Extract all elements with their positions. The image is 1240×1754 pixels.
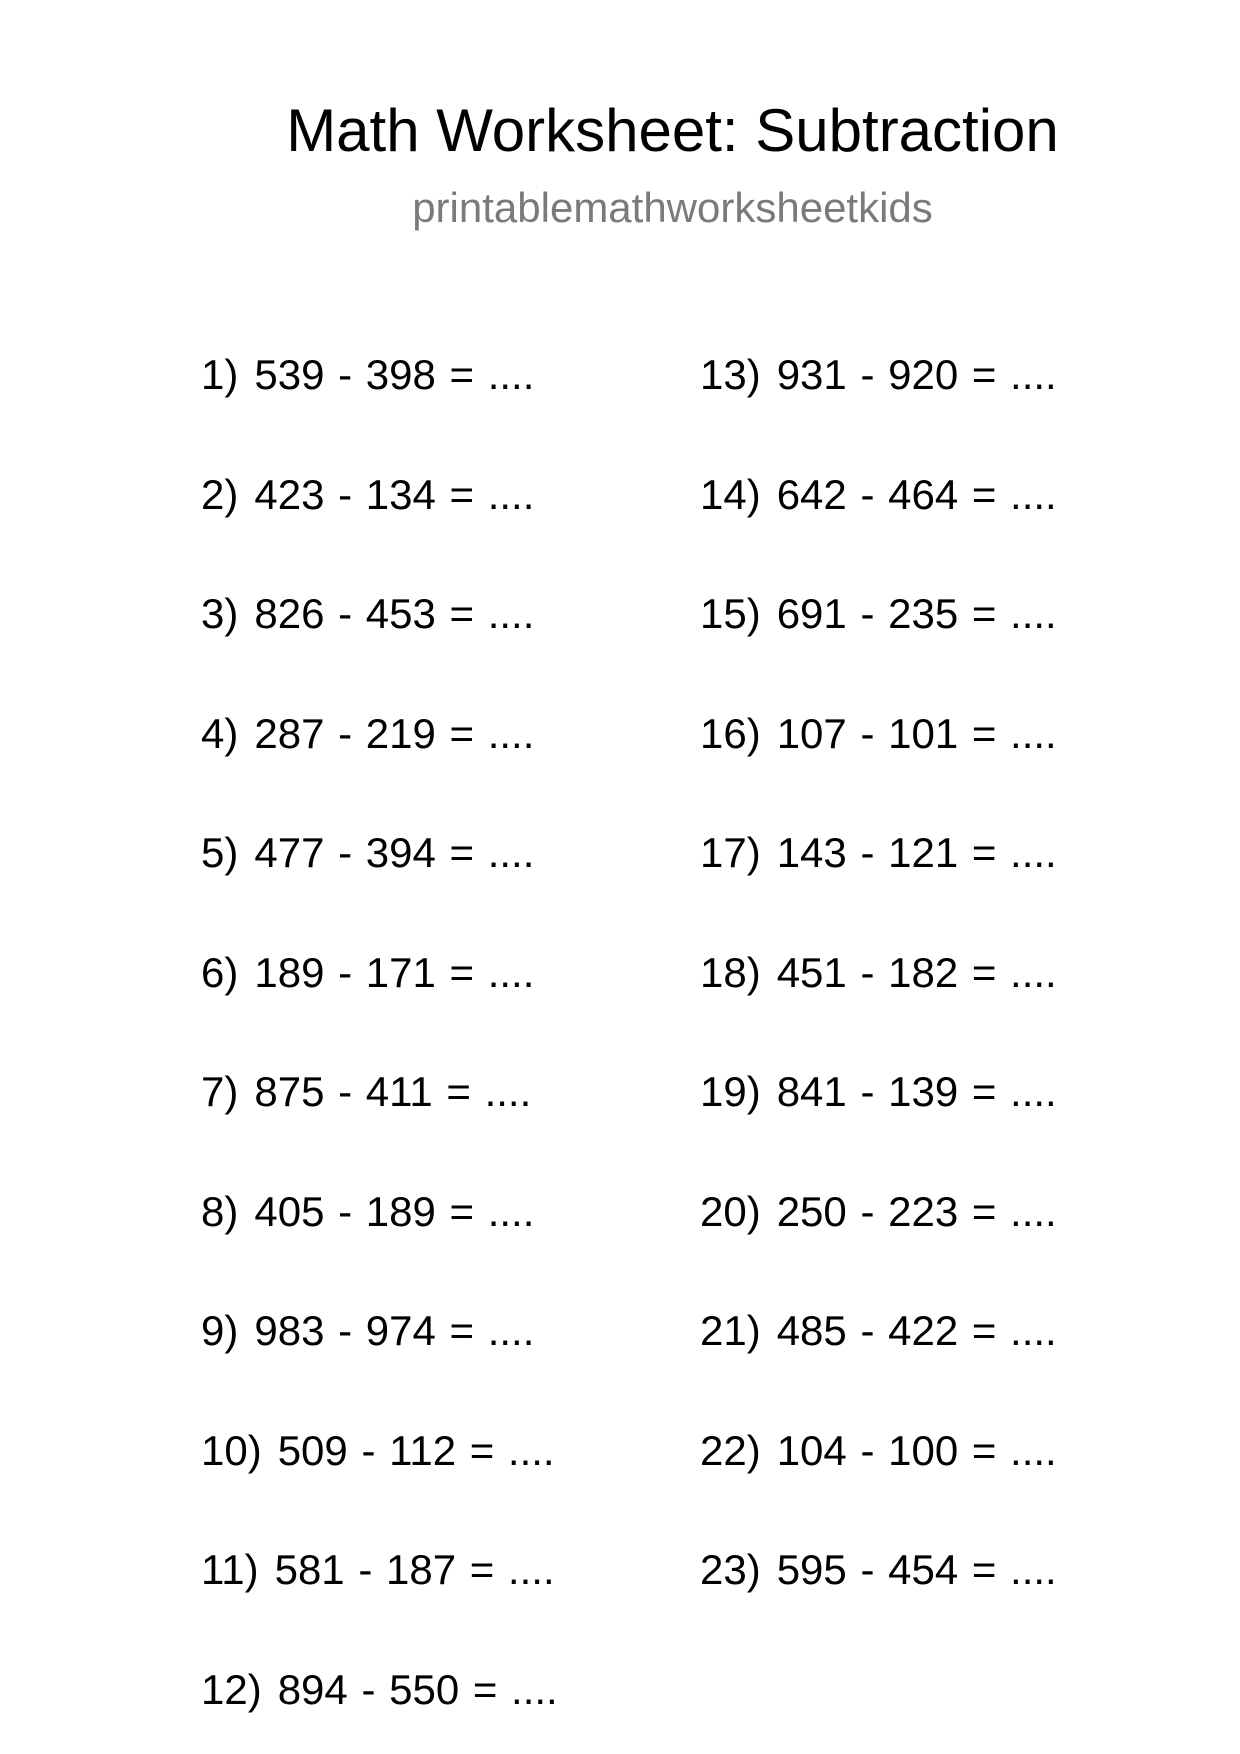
problem-expression: 931 - 920 = .... (776, 351, 1057, 398)
problem-expression: 485 - 422 = .... (776, 1307, 1057, 1354)
problem-item (201, 828, 534, 878)
problem-expression: 581 - 187 = .... (274, 1546, 555, 1593)
problem-expression: 595 - 454 = .... (776, 1546, 1057, 1593)
page-title: Math Worksheet: Subtraction (286, 97, 1059, 164)
problem-item (201, 589, 534, 639)
problem-number: 4) (201, 709, 239, 757)
problem-item (700, 1545, 1057, 1595)
problem-number: 20) (700, 1187, 761, 1235)
page-subtitle: printablemathworksheetkids (412, 184, 933, 231)
problem-item (700, 1306, 1057, 1356)
problem-number: 6) (201, 948, 239, 996)
problem-item (201, 948, 534, 998)
problem-expression: 894 - 550 = .... (277, 1665, 558, 1713)
problem-number: 14) (700, 470, 761, 518)
problem-number: 12) (201, 1665, 262, 1713)
problem-expression: 287 - 219 = .... (254, 709, 535, 757)
problem-item (700, 1067, 1057, 1117)
problem-expression: 841 - 139 = .... (776, 1068, 1057, 1115)
problem-expression: 509 - 112 = .... (277, 1426, 555, 1474)
problem-item (700, 589, 1057, 639)
problem-expression: 642 - 464 = .... (776, 470, 1057, 518)
problem-number: 7) (201, 1068, 239, 1115)
problem-expression: 104 - 100 = .... (776, 1426, 1057, 1474)
problem-expression: 423 - 134 = .... (254, 470, 535, 518)
problem-number: 17) (700, 829, 761, 876)
problem-expression: 250 - 223 = .... (776, 1187, 1057, 1235)
problem-item (201, 1187, 534, 1237)
problem-item (700, 470, 1057, 520)
problem-number: 1) (201, 351, 239, 398)
problem-item (201, 1665, 558, 1715)
problem-item (700, 948, 1057, 998)
problem-item (700, 709, 1057, 759)
problem-item (700, 1426, 1057, 1476)
problem-expression: 691 - 235 = .... (776, 590, 1057, 637)
problem-expression: 477 - 394 = .... (254, 829, 535, 876)
problem-expression: 451 - 182 = .... (776, 948, 1057, 996)
problem-expression: 143 - 121 = .... (776, 829, 1057, 876)
problem-number: 18) (700, 948, 761, 996)
problem-item (201, 1426, 555, 1476)
problem-expression: 983 - 974 = .... (254, 1307, 535, 1354)
problem-number: 21) (700, 1307, 761, 1354)
problem-number: 5) (201, 829, 239, 876)
problem-number: 9) (201, 1307, 239, 1354)
problem-item (201, 709, 534, 759)
problem-item (700, 1187, 1057, 1237)
problem-number: 19) (700, 1068, 761, 1115)
problem-number: 23) (700, 1546, 761, 1593)
problem-number: 3) (201, 590, 239, 637)
problem-item (201, 470, 534, 520)
problem-expression: 405 - 189 = .... (254, 1187, 535, 1235)
problem-expression: 539 - 398 = .... (254, 351, 535, 398)
problem-expression: 826 - 453 = .... (254, 590, 535, 637)
problem-number: 11) (201, 1546, 259, 1593)
problem-item (201, 350, 534, 400)
problem-item (201, 1545, 555, 1595)
problem-number: 10) (201, 1426, 262, 1474)
problem-expression: 875 - 411 = .... (254, 1068, 532, 1115)
problem-number: 8) (201, 1187, 239, 1235)
problem-item (201, 1067, 531, 1117)
problem-item (700, 828, 1057, 878)
problem-expression: 189 - 171 = .... (254, 948, 535, 996)
problem-number: 15) (700, 590, 761, 637)
problem-number: 13) (700, 351, 761, 398)
problem-number: 2) (201, 470, 239, 518)
problem-number: 22) (700, 1426, 761, 1474)
problem-number: 16) (700, 709, 761, 757)
problem-item (201, 1306, 534, 1356)
problem-item (700, 350, 1057, 400)
problem-expression: 107 - 101 = .... (776, 709, 1057, 757)
